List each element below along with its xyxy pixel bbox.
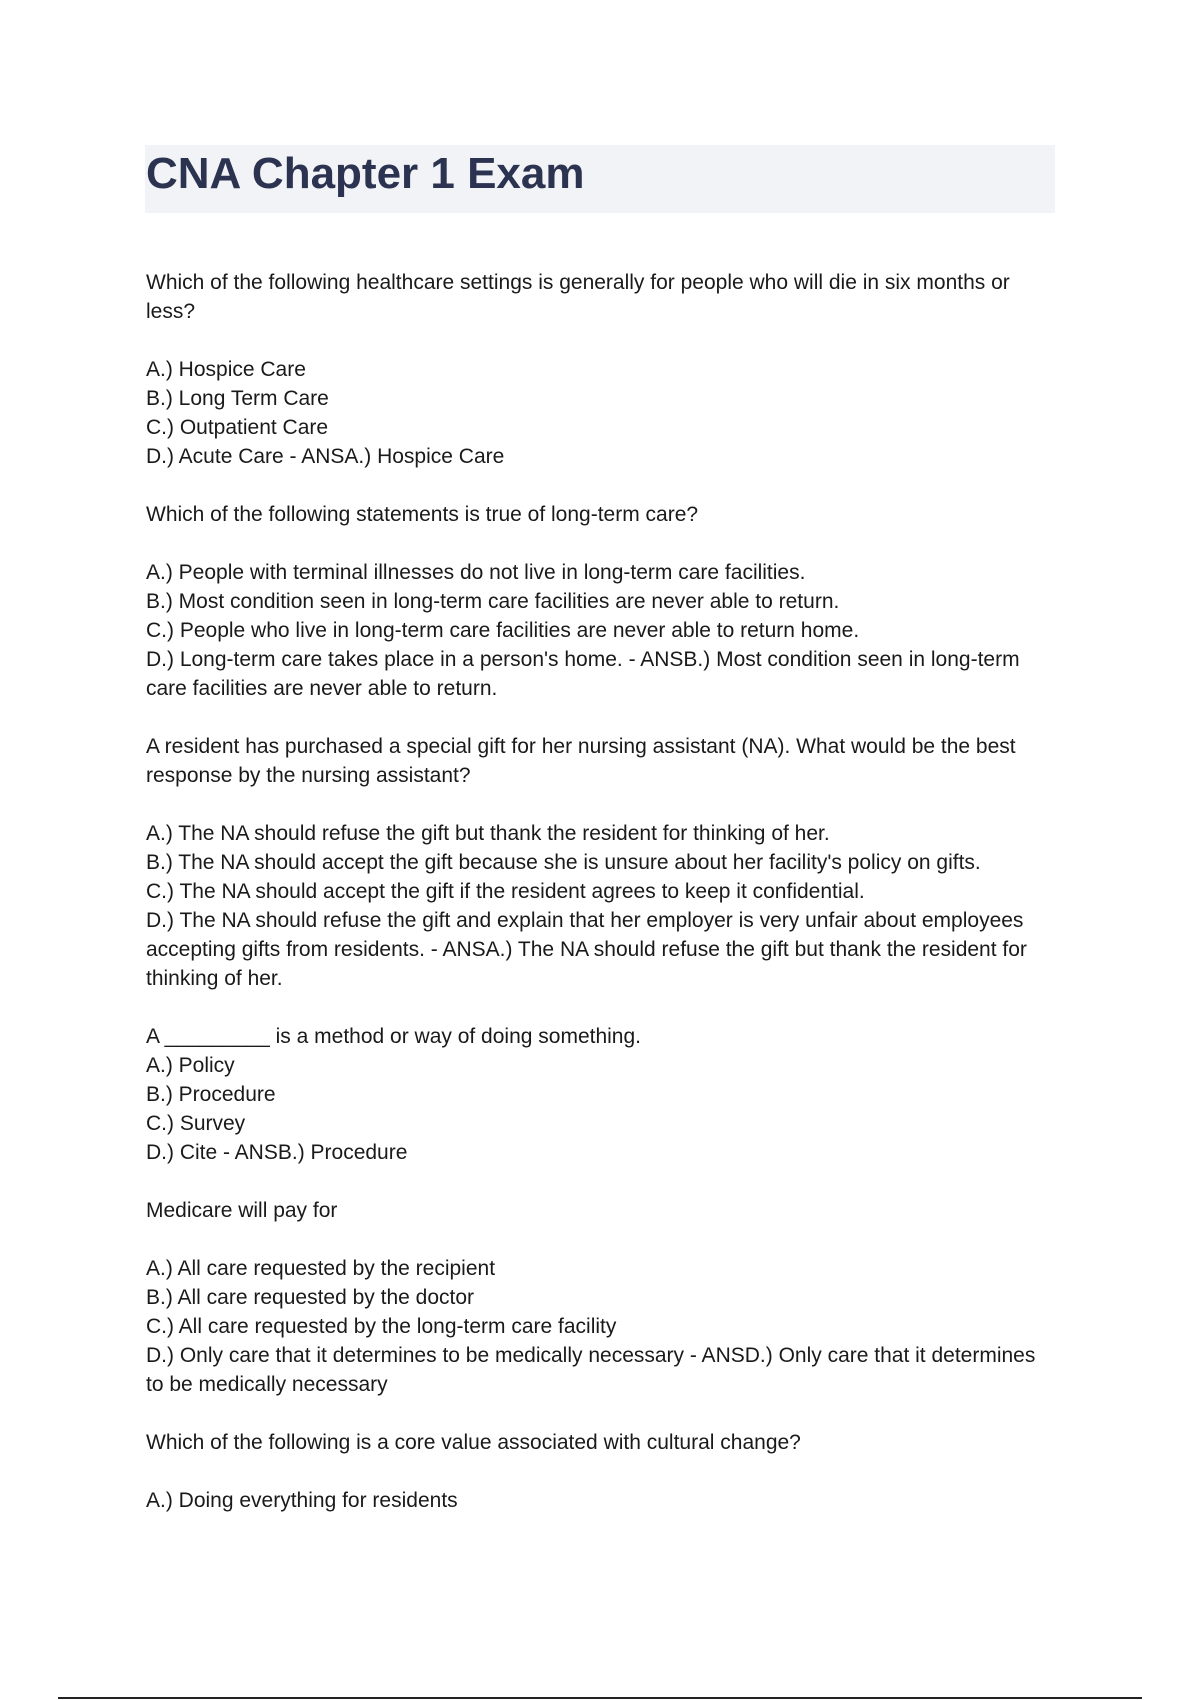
- answer-option: B.) All care requested by the doctor: [146, 1286, 475, 1309]
- question-block: [146, 1196, 1046, 1399]
- answer-option: D.) The NA should refuse the gift and explain that her employer is very unfair about employees accepting gifts from residents. - ANSA.) The NA should refuse the gift but thank the resident for thinking of her.: [146, 909, 1027, 990]
- answer-option: B.) Long Term Care: [146, 387, 329, 410]
- question-text: Which of the following statements is true of long-term care?: [146, 503, 699, 526]
- answer-option: C.) The NA should accept the gift if the resident agrees to keep it confidential.: [146, 880, 865, 903]
- answer-option: A.) The NA should refuse the gift but thank the resident for thinking of her.: [146, 822, 830, 845]
- answer-option: A.) All care requested by the recipient: [146, 1257, 496, 1280]
- answer-option: A.) Doing everything for residents: [146, 1489, 458, 1512]
- question-block: [146, 500, 1046, 703]
- question-text: Which of the following is a core value associated with cultural change?: [146, 1431, 801, 1454]
- question-text: A resident has purchased a special gift for her nursing assistant (NA). What would be the best response by the nursing assistant?: [146, 735, 1016, 787]
- answer-option: B.) Procedure: [146, 1083, 276, 1106]
- question-block: [146, 1022, 1046, 1167]
- question-text: Which of the following healthcare settings is generally for people who will die in six months or less?: [146, 271, 1010, 323]
- answer-option: D.) Cite - ANSB.) Procedure: [146, 1141, 408, 1164]
- question-text: A _________ is a method or way of doing something.: [146, 1025, 641, 1048]
- question-block: [146, 1428, 1046, 1515]
- answer-option: C.) People who live in long-term care facilities are never able to return home.: [146, 619, 860, 642]
- page-title: CNA Chapter 1 Exam: [146, 149, 585, 198]
- answer-option: A.) Policy: [146, 1054, 235, 1077]
- question-list: [146, 268, 1046, 1544]
- answer-option: C.) Survey: [146, 1112, 246, 1135]
- question-block: [146, 268, 1046, 471]
- answer-option: C.) All care requested by the long-term care facility: [146, 1315, 617, 1338]
- answer-option: B.) The NA should accept the gift because she is unsure about her facility's policy on gifts.: [146, 851, 981, 874]
- page-bottom-rule: [58, 1697, 1142, 1699]
- answer-option: C.) Outpatient Care: [146, 416, 329, 439]
- question-block: [146, 732, 1046, 993]
- answer-option: D.) Acute Care - ANSA.) Hospice Care: [146, 445, 505, 468]
- answer-option: D.) Only care that it determines to be medically necessary - ANSD.) Only care that it determines to be medically necessary: [146, 1344, 1036, 1396]
- answer-option: D.) Long-term care takes place in a person's home. - ANSB.) Most condition seen in long-term care facilities are never able to return.: [146, 648, 1020, 700]
- answer-option: A.) People with terminal illnesses do not live in long-term care facilities.: [146, 561, 806, 584]
- answer-option: A.) Hospice Care: [146, 358, 306, 381]
- answer-option: B.) Most condition seen in long-term care facilities are never able to return.: [146, 590, 840, 613]
- question-text: Medicare will pay for: [146, 1199, 338, 1222]
